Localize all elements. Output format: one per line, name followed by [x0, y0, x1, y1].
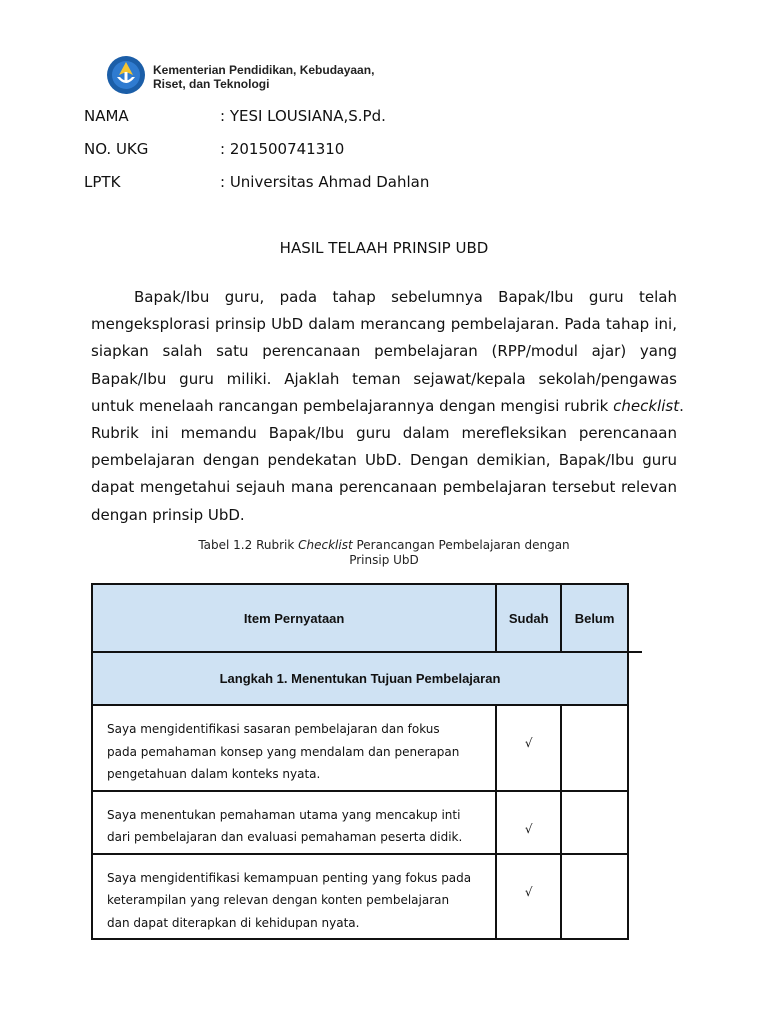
table-header-row [92, 584, 628, 652]
table-border-stub [629, 651, 642, 653]
page-title: HASIL TELAAH PRINSIP UBD [279, 239, 489, 257]
info-value: : Universitas Ahmad Dahlan [220, 173, 430, 191]
caption-prefix: Tabel 1.2 Rubrik [198, 538, 299, 552]
table-row [92, 705, 628, 791]
header-item: Item Pernyataan [92, 584, 496, 652]
table-row [92, 854, 628, 940]
ministry-line-2: Riset, dan Teknologi [153, 77, 270, 91]
paragraph-line: Bapak/Ibu guru miliki. Ajaklah teman sejawat/kepala sekolah/pengawas [91, 369, 677, 388]
paragraph-text: untuk menelaah rancangan pembelajarannya dengan mengisi rubrik [91, 396, 614, 415]
info-row-ukg [84, 140, 345, 158]
paragraph-line: Rubrik ini memandu Bapak/Ibu guru dalam merefleksikan perencanaan [91, 423, 677, 442]
header-belum: Belum [561, 584, 628, 652]
header-sudah: Sudah [496, 584, 561, 652]
ministry-line-1: Kementerian Pendidikan, Kebudayaan, [153, 63, 375, 77]
statement-line: keterampilan yang relevan dengan konten pembelajaran [107, 893, 450, 907]
statement-line: Saya menentukan pemahaman utama yang mencakup inti [107, 807, 461, 822]
sudah-cell[interactable]: √ [496, 854, 561, 940]
sudah-cell[interactable]: √ [496, 791, 561, 854]
info-label: NAMA [84, 107, 129, 125]
paragraph-line: dengan prinsip UbD. [91, 505, 245, 524]
intro-paragraph [91, 284, 684, 529]
paragraph-line: siapkan salah satu perencanaan pembelajaran (RPP/modul ajar) yang [91, 342, 677, 361]
info-row-lptk [84, 173, 430, 191]
statement-line: Saya mengidentifikasi kemampuan penting yang fokus pada [107, 870, 472, 885]
paragraph-line: Bapak/Ibu guru, pada tahap sebelumnya Bapak/Ibu guru telah [134, 288, 677, 306]
ministry-name [153, 63, 383, 91]
statement-line: dari pembelajaran dan evaluasi pemahaman peserta didik. [107, 830, 463, 844]
info-label: NO. UKG [84, 140, 149, 158]
statement-line: dan dapat diterapkan di kehidupan nyata. [107, 915, 360, 930]
info-value: : 201500741310 [220, 140, 345, 158]
info-label: LPTK [84, 173, 121, 191]
belum-cell[interactable] [561, 791, 628, 854]
sudah-cell[interactable]: √ [496, 705, 561, 791]
step-row [92, 652, 628, 705]
paragraph-tail: . [679, 396, 684, 415]
belum-cell[interactable] [561, 854, 628, 940]
statement-line: pada pemahaman konsep yang mendalam dan penerapan [107, 744, 460, 759]
ministry-logo-icon [106, 55, 146, 95]
paragraph-italic: checklist [613, 396, 680, 415]
item-statement [92, 854, 496, 940]
caption-italic: Checklist [298, 538, 353, 552]
caption-line-2: Prinsip UbD [349, 553, 419, 567]
table-caption [0, 538, 768, 568]
statement-line: pengetahuan dalam konteks nyata. [107, 767, 321, 781]
info-value: : YESI LOUSIANA,S.Pd. [220, 107, 386, 125]
table-row [92, 791, 628, 854]
rubric-table [91, 583, 629, 940]
item-statement [92, 705, 496, 791]
belum-cell[interactable] [561, 705, 628, 791]
paragraph-line: dapat mengetahui sejauh mana perencanaan pembelajaran tersebut relevan [91, 478, 677, 497]
paragraph-line [91, 393, 684, 420]
caption-suffix: Perancangan Pembelajaran dengan [352, 538, 570, 552]
paragraph-line: pembelajaran dengan pendekatan UbD. Dengan demikian, Bapak/Ibu guru [91, 451, 677, 470]
paragraph-line: mengeksplorasi prinsip UbD dalam merancang pembelajaran. Pada tahap ini, [91, 315, 677, 334]
step-title: Langkah 1. Menentukan Tujuan Pembelajaran [92, 652, 628, 705]
caption-line-1 [0, 538, 768, 553]
info-row-nama [84, 107, 386, 125]
statement-line: Saya mengidentifikasi sasaran pembelajaran dan fokus [107, 722, 440, 736]
item-statement [92, 791, 496, 854]
